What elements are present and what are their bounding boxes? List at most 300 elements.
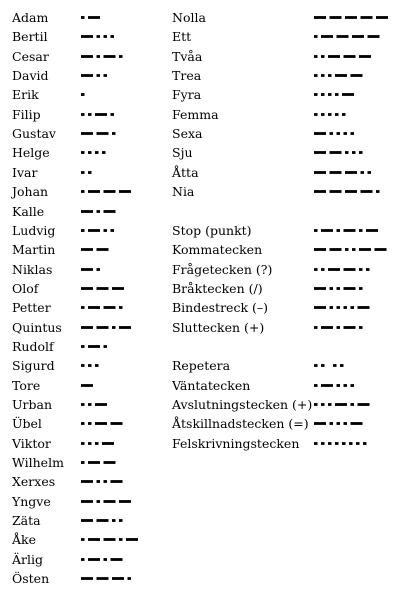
morse-dash bbox=[97, 248, 109, 251]
morse-code bbox=[81, 318, 133, 337]
code-word: Felskrivningstecken bbox=[172, 435, 300, 451]
morse-code-symbol bbox=[314, 8, 390, 27]
morse-dot bbox=[337, 132, 341, 135]
morse-code-symbol bbox=[81, 47, 125, 66]
morse-dot bbox=[314, 326, 318, 329]
morse-dot bbox=[81, 306, 85, 309]
morse-dash bbox=[314, 287, 326, 290]
code-word: Sexa bbox=[172, 126, 203, 142]
morse-dot bbox=[314, 229, 318, 232]
code-word: Stop (punkt) bbox=[172, 222, 252, 238]
morse-code bbox=[81, 182, 133, 201]
morse-dash bbox=[345, 171, 357, 174]
morse-code-symbol bbox=[314, 240, 389, 259]
morse-dot bbox=[359, 287, 363, 290]
morse-dot bbox=[314, 403, 318, 406]
morse-dot bbox=[359, 268, 363, 271]
morse-dot bbox=[349, 442, 353, 445]
morse-dot bbox=[95, 442, 99, 445]
code-entry bbox=[12, 105, 181, 124]
morse-code bbox=[314, 240, 389, 259]
code-word: Ivar bbox=[12, 164, 38, 180]
morse-dot bbox=[314, 442, 318, 445]
morse-dash bbox=[328, 55, 340, 58]
morse-code bbox=[81, 47, 125, 66]
morse-dot bbox=[363, 442, 367, 445]
code-entry bbox=[12, 318, 181, 337]
morse-dash bbox=[330, 152, 342, 155]
morse-dash bbox=[119, 500, 131, 503]
code-word: Kalle bbox=[12, 203, 45, 219]
morse-dash bbox=[81, 210, 93, 213]
morse-code bbox=[81, 66, 109, 85]
morse-dash bbox=[328, 268, 340, 271]
morse-dot bbox=[81, 539, 85, 542]
code-word: Quintus bbox=[12, 319, 62, 335]
morse-dot bbox=[97, 74, 101, 77]
morse-dash bbox=[321, 35, 333, 38]
morse-dot bbox=[119, 306, 123, 309]
morse-code-symbol bbox=[314, 85, 356, 104]
code-entry bbox=[12, 85, 181, 104]
code-word: Yngve bbox=[12, 493, 51, 509]
code-word: Wilhelm bbox=[12, 455, 64, 471]
morse-dot bbox=[81, 364, 85, 367]
code-entry bbox=[12, 453, 181, 472]
morse-code-symbol bbox=[314, 105, 348, 124]
code-word: Åtskillnadstecken (=) bbox=[172, 416, 309, 432]
code-entry bbox=[172, 182, 412, 201]
code-word: Helge bbox=[12, 145, 50, 161]
morse-dash bbox=[104, 190, 116, 193]
morse-code bbox=[81, 569, 133, 588]
code-word: Frågetecken (?) bbox=[172, 261, 273, 277]
morse-dash bbox=[344, 268, 356, 271]
morse-dot bbox=[81, 93, 85, 96]
code-entry bbox=[172, 66, 412, 85]
code-entry bbox=[12, 163, 181, 182]
morse-dash bbox=[81, 384, 93, 387]
morse-dot bbox=[88, 113, 92, 116]
morse-code-symbol bbox=[314, 414, 365, 433]
morse-code bbox=[81, 395, 109, 414]
morse-dot bbox=[81, 16, 85, 19]
code-entry bbox=[12, 530, 181, 549]
morse-dash bbox=[81, 35, 93, 38]
code-entry bbox=[172, 376, 412, 395]
morse-dash bbox=[97, 132, 109, 135]
morse-code bbox=[81, 279, 126, 298]
morse-dot bbox=[376, 190, 380, 193]
morse-dash bbox=[359, 55, 371, 58]
code-word: Ludvig bbox=[12, 222, 56, 238]
morse-dash bbox=[119, 190, 131, 193]
morse-dot bbox=[351, 403, 355, 406]
morse-code bbox=[81, 143, 108, 162]
code-word: Filip bbox=[12, 106, 41, 122]
morse-dot bbox=[81, 229, 85, 232]
code-word: Fyra bbox=[172, 87, 202, 103]
morse-dash bbox=[359, 248, 371, 251]
morse-dash bbox=[88, 229, 100, 232]
morse-code bbox=[314, 8, 390, 27]
morse-code bbox=[314, 279, 365, 298]
morse-dot bbox=[104, 558, 108, 561]
morse-dot bbox=[88, 171, 92, 174]
morse-dot bbox=[337, 306, 341, 309]
morse-code bbox=[314, 85, 356, 104]
code-entry bbox=[12, 27, 181, 46]
morse-dot bbox=[314, 113, 318, 116]
morse-code-symbol bbox=[314, 27, 382, 46]
morse-dot bbox=[314, 93, 318, 96]
code-entry bbox=[12, 511, 181, 530]
code-entry bbox=[172, 47, 412, 66]
morse-code-symbol bbox=[314, 395, 372, 414]
code-word: Adam bbox=[12, 10, 49, 25]
morse-dash bbox=[102, 442, 114, 445]
code-entry bbox=[172, 434, 412, 453]
morse-dot bbox=[112, 326, 116, 329]
morse-dot bbox=[81, 152, 85, 155]
code-entry bbox=[12, 550, 181, 569]
morse-code bbox=[81, 434, 116, 453]
morse-dot bbox=[345, 152, 349, 155]
code-entry bbox=[12, 143, 181, 162]
morse-dash bbox=[97, 326, 109, 329]
code-word: Petter bbox=[12, 300, 51, 316]
morse-dot bbox=[97, 35, 101, 38]
morse-dot bbox=[81, 442, 85, 445]
morse-dot bbox=[352, 248, 356, 251]
morse-dash bbox=[95, 403, 107, 406]
code-word: Tore bbox=[12, 377, 41, 393]
morse-dot bbox=[356, 442, 360, 445]
morse-dot bbox=[335, 113, 339, 116]
code-word: Viktor bbox=[12, 435, 51, 451]
morse-dash bbox=[104, 210, 116, 213]
morse-dash bbox=[95, 422, 107, 425]
morse-code-symbol bbox=[81, 337, 109, 356]
morse-dash bbox=[88, 306, 100, 309]
morse-dot bbox=[328, 74, 332, 77]
morse-dot bbox=[97, 268, 101, 271]
morse-dash bbox=[321, 229, 333, 232]
code-entry bbox=[172, 395, 412, 414]
morse-dash bbox=[337, 35, 349, 38]
morse-dot bbox=[112, 519, 116, 522]
morse-code-symbol bbox=[81, 395, 109, 414]
morse-dot bbox=[321, 364, 325, 367]
morse-dash bbox=[361, 16, 373, 19]
morse-code bbox=[314, 395, 372, 414]
code-word: Femma bbox=[172, 106, 219, 122]
morse-dash bbox=[81, 74, 93, 77]
morse-code-symbol bbox=[81, 569, 133, 588]
morse-dot bbox=[104, 35, 108, 38]
morse-code-symbol bbox=[81, 182, 133, 201]
morse-code bbox=[81, 492, 133, 511]
morse-dash bbox=[368, 35, 380, 38]
morse-dash bbox=[345, 190, 357, 193]
morse-dash bbox=[126, 539, 138, 542]
code-entry bbox=[12, 337, 181, 356]
morse-dot bbox=[342, 113, 346, 116]
morse-dot bbox=[81, 403, 85, 406]
morse-dot bbox=[351, 306, 355, 309]
morse-code-symbol bbox=[81, 511, 125, 530]
morse-code bbox=[314, 376, 356, 395]
morse-code bbox=[314, 66, 365, 85]
morse-code-symbol bbox=[81, 260, 102, 279]
code-word: Nolla bbox=[172, 10, 206, 25]
code-word: Repetera bbox=[172, 358, 231, 374]
code-entry bbox=[172, 163, 412, 182]
morse-dot bbox=[330, 422, 334, 425]
code-word: Tvåa bbox=[172, 48, 203, 64]
morse-dot bbox=[81, 113, 85, 116]
code-entry bbox=[12, 66, 181, 85]
code-entry bbox=[12, 260, 181, 279]
morse-dash bbox=[111, 422, 123, 425]
morse-dash bbox=[335, 74, 347, 77]
morse-dot bbox=[321, 55, 325, 58]
code-word: Sigurd bbox=[12, 358, 55, 374]
morse-code-symbol bbox=[314, 279, 365, 298]
morse-dot bbox=[321, 442, 325, 445]
morse-dot bbox=[335, 93, 339, 96]
morse-dash bbox=[314, 422, 326, 425]
code-entry bbox=[172, 298, 412, 317]
morse-code-symbol bbox=[81, 434, 116, 453]
morse-code-symbol bbox=[314, 356, 346, 375]
morse-code bbox=[314, 124, 356, 143]
morse-dash bbox=[97, 519, 109, 522]
code-entry bbox=[172, 8, 412, 27]
morse-code-symbol bbox=[81, 105, 116, 124]
morse-code bbox=[81, 27, 116, 46]
morse-dash bbox=[104, 55, 116, 58]
morse-code bbox=[314, 47, 373, 66]
morse-dash bbox=[361, 190, 373, 193]
morse-code bbox=[81, 414, 125, 433]
morse-dash bbox=[81, 132, 93, 135]
morse-code-symbol bbox=[81, 143, 108, 162]
morse-dot bbox=[321, 268, 325, 271]
morse-dash bbox=[375, 248, 387, 251]
morse-code bbox=[81, 356, 101, 375]
morse-code bbox=[81, 472, 125, 491]
morse-code bbox=[81, 453, 118, 472]
morse-code bbox=[81, 298, 125, 317]
morse-dash bbox=[344, 287, 356, 290]
code-word: Rudolf bbox=[12, 338, 54, 354]
morse-code-symbol bbox=[314, 318, 365, 337]
morse-dot bbox=[337, 384, 341, 387]
morse-dot bbox=[337, 422, 341, 425]
code-word: Bråktecken (/) bbox=[172, 280, 263, 296]
morse-dash bbox=[314, 16, 326, 19]
morse-dot bbox=[314, 268, 318, 271]
code-entry bbox=[172, 27, 412, 46]
morse-dash bbox=[330, 190, 342, 193]
morse-dot bbox=[344, 384, 348, 387]
morse-dot bbox=[328, 93, 332, 96]
morse-dot bbox=[337, 229, 341, 232]
morse-code bbox=[81, 550, 125, 569]
morse-dash bbox=[81, 287, 93, 290]
morse-code bbox=[314, 221, 380, 240]
morse-code bbox=[81, 376, 95, 395]
morse-dash bbox=[330, 16, 342, 19]
code-entry bbox=[12, 124, 181, 143]
morse-dot bbox=[330, 132, 334, 135]
morse-dot bbox=[104, 480, 108, 483]
code-entry bbox=[12, 376, 181, 395]
morse-dot bbox=[359, 152, 363, 155]
morse-dash bbox=[88, 345, 100, 348]
morse-dot bbox=[97, 480, 101, 483]
morse-code bbox=[314, 143, 365, 162]
morse-dash bbox=[111, 558, 123, 561]
morse-dot bbox=[119, 55, 123, 58]
morse-dot bbox=[111, 35, 115, 38]
morse-dot bbox=[119, 519, 123, 522]
code-entry bbox=[12, 240, 181, 259]
code-word: Bertil bbox=[12, 29, 48, 45]
code-entry bbox=[12, 47, 181, 66]
morse-dash bbox=[81, 500, 93, 503]
morse-dot bbox=[95, 364, 99, 367]
morse-dash bbox=[358, 306, 370, 309]
morse-code bbox=[81, 163, 94, 182]
code-entry bbox=[172, 260, 412, 279]
code-word: Johan bbox=[12, 184, 49, 200]
code-entry bbox=[12, 414, 181, 433]
morse-dash bbox=[344, 229, 356, 232]
morse-dot bbox=[81, 171, 85, 174]
morse-code bbox=[314, 414, 365, 433]
code-entry bbox=[172, 85, 412, 104]
morse-dash bbox=[335, 403, 347, 406]
code-entry bbox=[12, 472, 181, 491]
code-word: Zäta bbox=[12, 513, 41, 529]
morse-dash bbox=[88, 539, 100, 542]
morse-dash bbox=[88, 461, 100, 464]
morse-dash bbox=[111, 480, 123, 483]
morse-dash bbox=[104, 461, 116, 464]
code-word: Bindestreck (–) bbox=[172, 300, 268, 316]
morse-dot bbox=[97, 500, 101, 503]
morse-dot bbox=[97, 55, 101, 58]
morse-dash bbox=[314, 306, 326, 309]
morse-dash bbox=[344, 55, 356, 58]
morse-dot bbox=[344, 422, 348, 425]
morse-code bbox=[314, 260, 372, 279]
morse-dot bbox=[328, 403, 332, 406]
morse-dot bbox=[340, 364, 344, 367]
morse-dot bbox=[81, 345, 85, 348]
morse-dot bbox=[328, 442, 332, 445]
morse-dash bbox=[119, 326, 131, 329]
morse-dot bbox=[321, 403, 325, 406]
morse-dot bbox=[344, 132, 348, 135]
morse-code-symbol bbox=[314, 260, 372, 279]
code-entry bbox=[172, 240, 412, 259]
morse-dot bbox=[314, 74, 318, 77]
code-entry bbox=[172, 414, 412, 433]
morse-code bbox=[81, 337, 109, 356]
morse-code-symbol bbox=[81, 356, 101, 375]
morse-dash bbox=[352, 35, 364, 38]
morse-code bbox=[81, 240, 111, 259]
morse-dash bbox=[104, 539, 116, 542]
morse-dash bbox=[358, 403, 370, 406]
code-word: Martin bbox=[12, 242, 56, 258]
morse-dash bbox=[376, 16, 388, 19]
morse-dash bbox=[104, 500, 116, 503]
morse-dash bbox=[344, 326, 356, 329]
morse-dash bbox=[351, 422, 363, 425]
morse-code-symbol bbox=[81, 240, 111, 259]
morse-dot bbox=[314, 35, 318, 38]
code-entry bbox=[12, 182, 181, 201]
code-entry bbox=[172, 105, 412, 124]
morse-dash bbox=[330, 171, 342, 174]
code-entry bbox=[12, 395, 181, 414]
morse-dash bbox=[81, 480, 93, 483]
morse-dot bbox=[321, 74, 325, 77]
morse-code-symbol bbox=[314, 163, 373, 182]
morse-dash bbox=[321, 326, 333, 329]
code-entry bbox=[172, 143, 412, 162]
morse-code-symbol bbox=[81, 530, 140, 549]
morse-dash bbox=[351, 74, 363, 77]
morse-dot bbox=[104, 345, 108, 348]
morse-code bbox=[81, 221, 116, 240]
morse-dot bbox=[102, 152, 106, 155]
morse-dash bbox=[104, 306, 116, 309]
morse-code-symbol bbox=[81, 85, 87, 104]
morse-dot bbox=[119, 539, 123, 542]
morse-dot bbox=[88, 364, 92, 367]
code-entry bbox=[12, 434, 181, 453]
morse-dot bbox=[333, 364, 337, 367]
morse-dot bbox=[81, 422, 85, 425]
morse-dash bbox=[366, 229, 378, 232]
morse-code bbox=[81, 260, 102, 279]
morse-dot bbox=[112, 132, 116, 135]
morse-code-symbol bbox=[81, 8, 102, 27]
code-word: Sluttecken (+) bbox=[172, 319, 265, 335]
morse-dot bbox=[342, 442, 346, 445]
morse-code-symbol bbox=[81, 376, 95, 395]
code-word: Erik bbox=[12, 87, 39, 103]
morse-code-symbol bbox=[314, 124, 356, 143]
morse-dash bbox=[314, 132, 326, 135]
code-entry bbox=[172, 221, 412, 240]
code-word: Väntatecken bbox=[172, 377, 251, 393]
morse-code-symbol bbox=[314, 182, 382, 201]
code-word: Kommatecken bbox=[172, 242, 263, 258]
morse-code bbox=[314, 298, 372, 317]
morse-dot bbox=[128, 577, 132, 580]
morse-code bbox=[81, 202, 118, 221]
morse-dot bbox=[81, 558, 85, 561]
morse-dash bbox=[97, 577, 109, 580]
code-entry bbox=[12, 221, 181, 240]
code-entry bbox=[12, 8, 181, 27]
